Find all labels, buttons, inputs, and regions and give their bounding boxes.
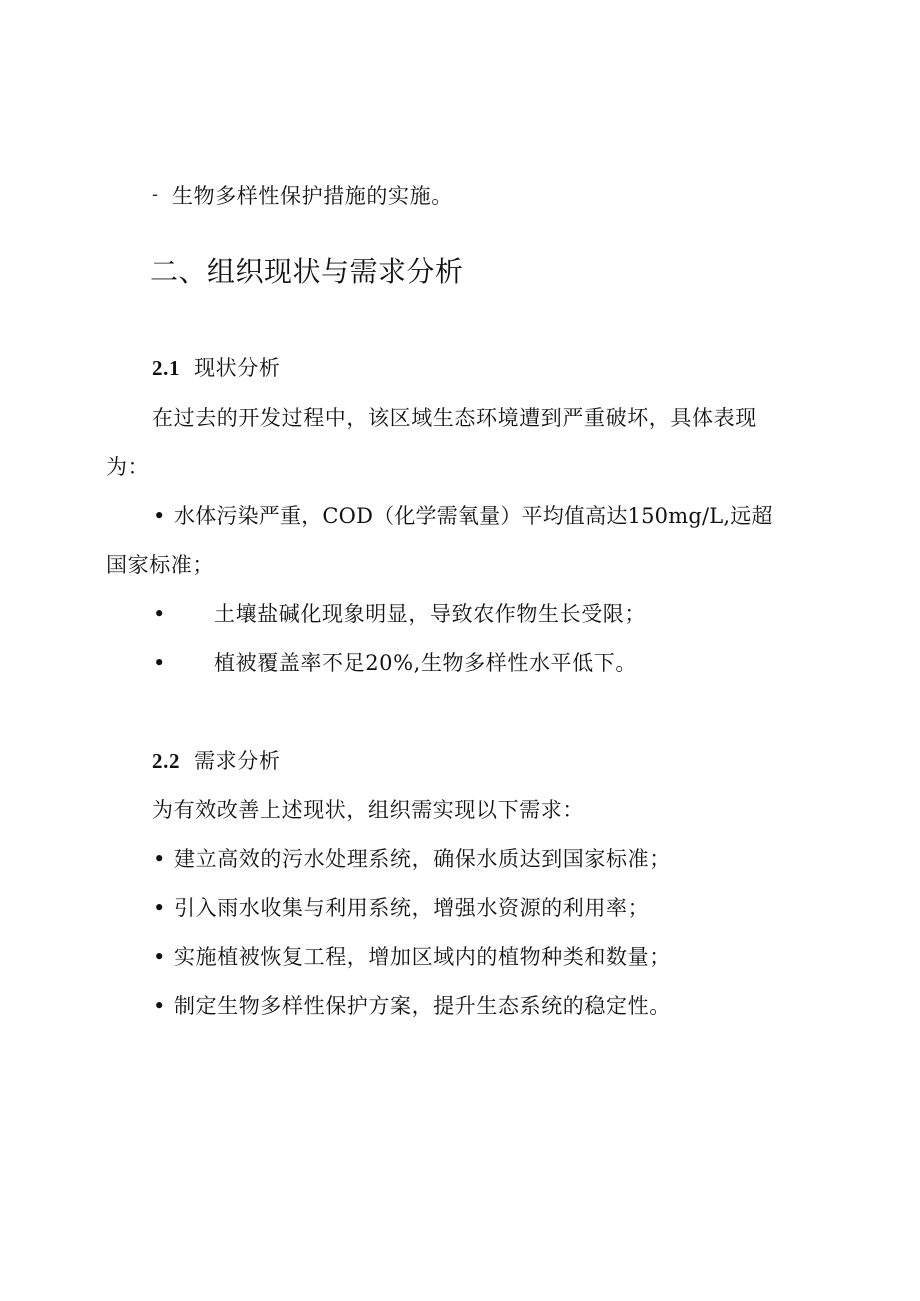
subsection-number: 2.1 — [152, 356, 181, 380]
bullet-marker: • — [153, 504, 166, 528]
list-dash-marker: - — [152, 184, 158, 204]
intro-item-text: 生物多样性保护措施的实施。 — [172, 184, 453, 208]
subsection-number: 2.2 — [152, 749, 181, 773]
status-item-3: 植被覆盖率不足20%,生物多样性水平低下。 — [214, 651, 637, 675]
subsection-heading-status — [152, 353, 280, 383]
needs-intro: 为有效改善上述现状，组织需实现以下需求： — [152, 798, 584, 822]
subsection-title: 需求分析 — [194, 749, 281, 773]
section-title: 二、组织现状与需求分析 — [150, 255, 464, 288]
subsection-heading-needs — [152, 746, 280, 776]
bullet-marker: • — [153, 602, 166, 626]
needs-item-1: 建立高效的污水处理系统，确保水质达到国家标准； — [174, 847, 671, 871]
needs-item-4: 制定生物多样性保护方案，提升生态系统的稳定性。 — [174, 994, 671, 1018]
status-item-2: 土壤盐碱化现象明显，导致农作物生长受限； — [214, 602, 646, 626]
status-paragraph-line-1: 在过去的开发过程中，该区域生态环境遭到严重破坏，具体表现 — [152, 406, 757, 430]
needs-item-3: 实施植被恢复工程，增加区域内的植物种类和数量； — [174, 945, 671, 969]
needs-item-2: 引入雨水收集与利用系统，增强水资源的利用率； — [174, 896, 650, 920]
bullet-marker: • — [153, 896, 166, 920]
status-paragraph-line-2: 为： — [106, 455, 150, 479]
subsection-title: 现状分析 — [194, 356, 281, 380]
bullet-marker: • — [153, 994, 166, 1018]
bullet-marker: • — [153, 847, 166, 871]
bullet-marker: • — [153, 945, 166, 969]
status-item-1-line-1: 水体污染严重，COD（化学需氧量）平均值高达150mg/L,远超 — [174, 504, 773, 528]
status-item-1-line-2: 国家标准； — [106, 553, 214, 577]
bullet-marker: • — [153, 651, 166, 675]
